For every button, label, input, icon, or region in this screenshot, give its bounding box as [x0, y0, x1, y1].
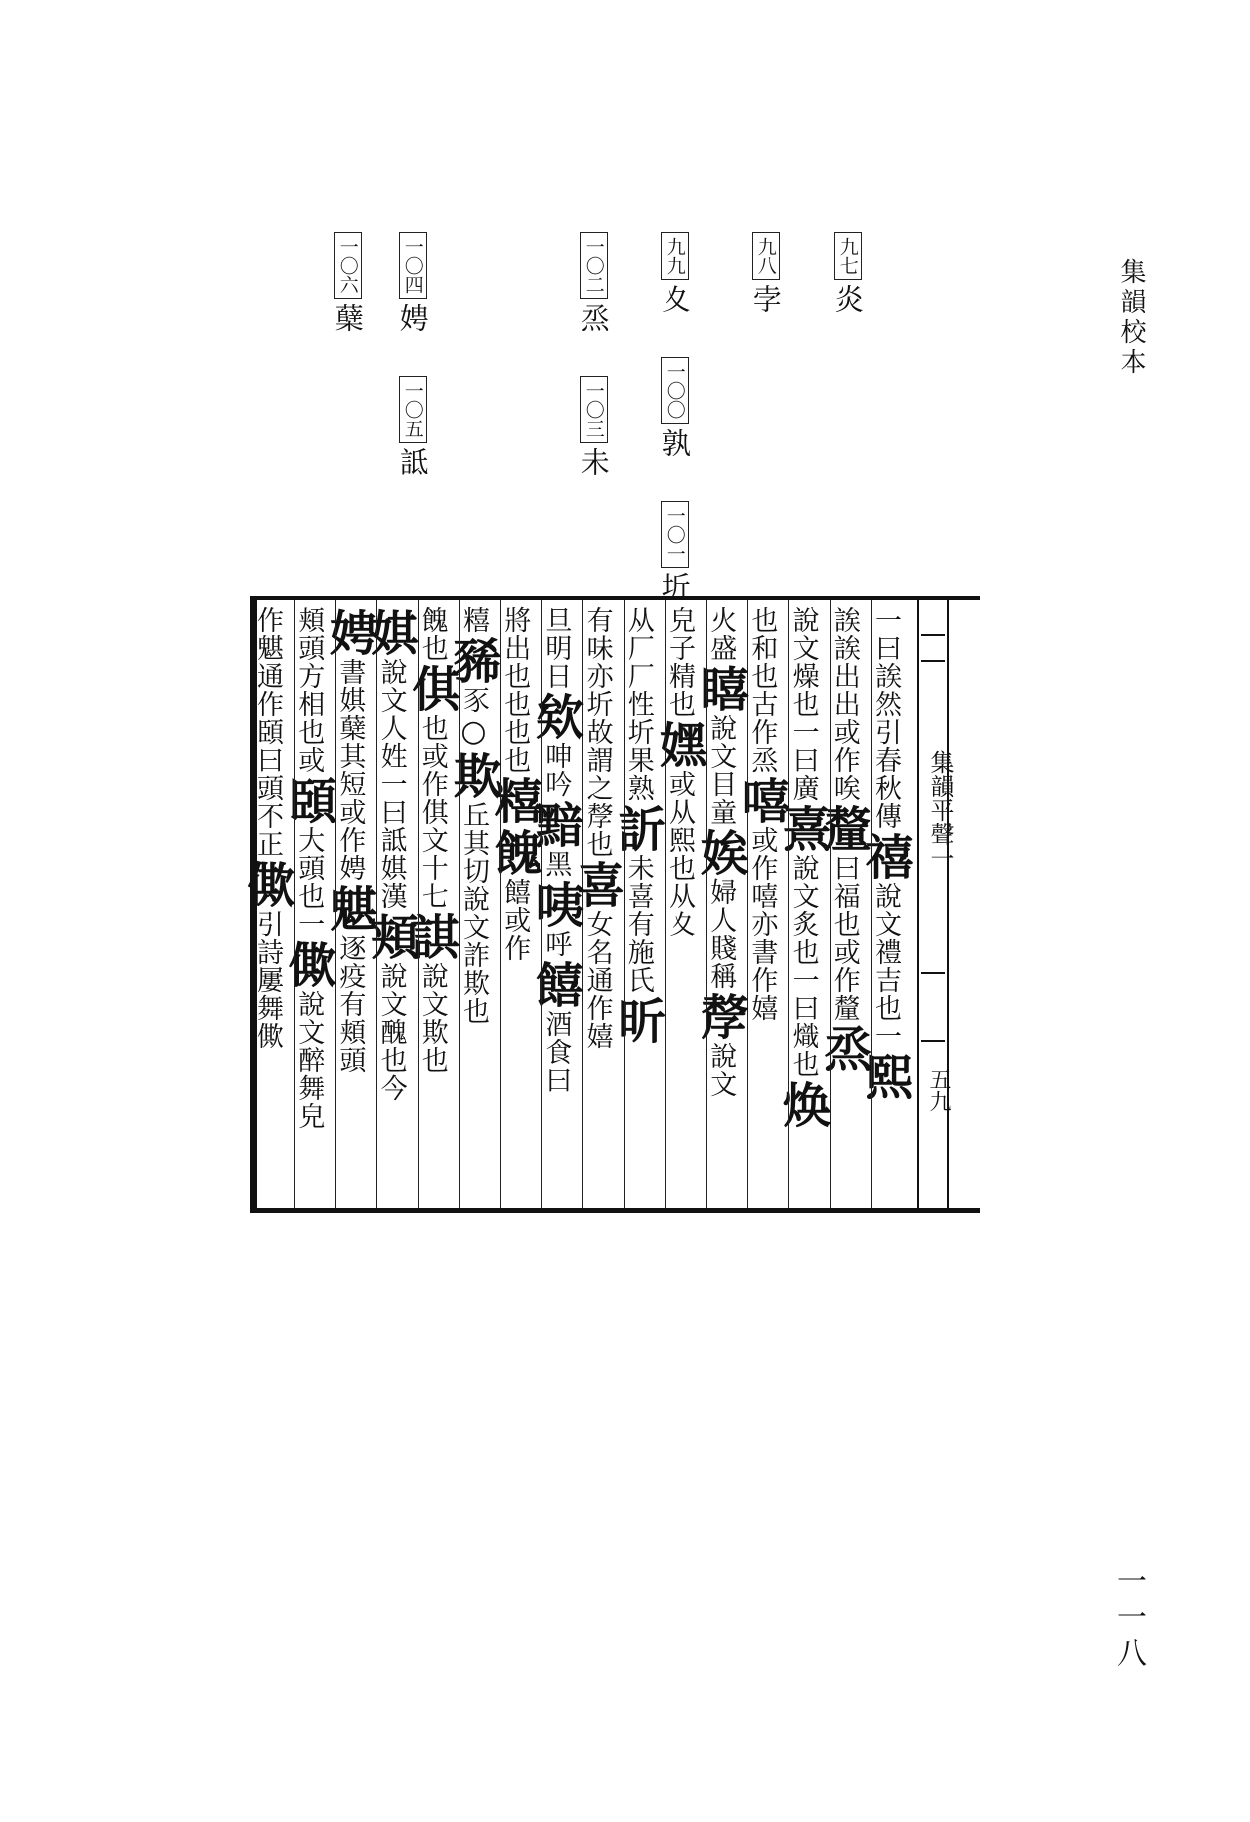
gloss-text: 一曰誒然引春秋傳 [869, 606, 901, 830]
gloss-text: 也从夊 [663, 854, 695, 938]
headword: 娉 [321, 608, 378, 656]
text-column [280, 606, 337, 1130]
headword: 餽 [486, 828, 543, 876]
note-number: 九七 [834, 232, 862, 280]
column-rule [335, 600, 336, 1208]
text-column [692, 606, 749, 1098]
gloss-text: 說文醉舞皃 [293, 990, 325, 1130]
headword: 瞦 [692, 664, 749, 712]
headword: 饎 [527, 960, 584, 1008]
fold-column [917, 600, 954, 1208]
column-rule [706, 600, 707, 1208]
text-column [486, 606, 543, 962]
column-rule [788, 600, 789, 1208]
text-column [403, 606, 460, 1074]
gloss-text: 酒食曰 [540, 1010, 572, 1094]
note-text: 詆 [395, 447, 430, 479]
gloss-text: 引詩屢舞僛 [252, 910, 283, 1050]
note-text: 娉 [395, 303, 430, 335]
text-column [527, 606, 584, 1094]
gloss-text: 旦明日 [540, 606, 572, 690]
column-rule [871, 600, 872, 1208]
gloss-text: 糦 [457, 606, 489, 634]
headword: 魌 [321, 884, 378, 932]
gloss-text: 婦人賤稱 [705, 878, 737, 990]
gloss-text: 曰頭不正 [252, 746, 283, 858]
headword: 嫼 [650, 720, 707, 768]
gloss-text: 說文燥也一曰廣 [787, 606, 819, 802]
printed-leaf [239, 596, 980, 1213]
gloss-text: 饎或作 [499, 878, 531, 962]
note-text: 未 [576, 447, 611, 479]
note-text: 夊 [657, 284, 692, 316]
gloss-text: 丘其切說文詐欺也 [457, 801, 489, 1025]
text-column [321, 606, 378, 1074]
note-text: 炎 [830, 284, 865, 316]
note-number: 一〇一 [661, 501, 689, 568]
headword: 熙 [856, 1052, 913, 1100]
note-text: 圻 [657, 572, 692, 604]
collation-note [748, 228, 783, 316]
collation-note [330, 228, 365, 335]
gloss-text: 豕 [457, 686, 489, 714]
headword: 熹 [774, 804, 831, 852]
gloss-text: 或作嘻亦書作嬉 [746, 826, 778, 1022]
section-circle: ○ [455, 714, 491, 749]
note-text: 孰 [657, 428, 692, 460]
note-number: 一〇五 [399, 376, 427, 443]
text-column [774, 606, 831, 1130]
headword: 諆 [403, 912, 460, 960]
column-rule [541, 600, 542, 1208]
note-number: 九八 [752, 232, 780, 280]
headword: 僛 [239, 860, 295, 908]
gloss-text: 皃 [663, 606, 695, 634]
collation-note [576, 228, 611, 479]
headword: 黯 [527, 800, 584, 848]
note-number: 一〇二 [580, 232, 608, 299]
headword: 倛 [403, 664, 460, 712]
gloss-text: 說文人姓一曰詆娸漢 [375, 658, 407, 910]
gloss-text: 將出也 [499, 606, 531, 690]
headword: 焕 [774, 1080, 831, 1128]
gloss-text: 書娸蘖其短或作娉 [334, 658, 366, 882]
headword: 訢 [609, 804, 666, 852]
gloss-text: 說文 [705, 1042, 737, 1098]
gloss-text: 說文醜也今 [375, 962, 407, 1102]
gloss-text: 也或作倛文十七 [416, 714, 448, 910]
gloss-text: 逐疫有頬頭 [334, 934, 366, 1074]
gloss-text: 誒誒出出或作唉 [828, 606, 860, 802]
collation-note [830, 228, 865, 316]
gloss-text: 也 [499, 690, 531, 718]
text-column [609, 606, 666, 1046]
text-column [815, 606, 872, 1074]
text-column [362, 606, 419, 1102]
headword: 釐 [815, 804, 872, 852]
headword: 喜 [568, 860, 625, 908]
gloss-text: 也 [499, 718, 531, 746]
gloss-text: 說文目童 [705, 714, 737, 826]
note-number: 一〇四 [399, 232, 427, 299]
gloss-text: 說文禮吉也一 [869, 882, 901, 1050]
collation-note [657, 228, 692, 604]
gloss-text: 曰福也或作釐 [828, 854, 860, 1022]
gloss-text: 未喜有施氏 [622, 854, 654, 994]
headword: 嘻 [733, 776, 790, 824]
collation-note [395, 228, 430, 479]
gloss-text: 火盛 [705, 606, 737, 662]
column-rule [500, 600, 501, 1208]
gloss-text: 呻吟 [540, 742, 572, 798]
fold-title: 集韻平聲一 [926, 750, 954, 870]
headword: 欸 [527, 692, 584, 740]
headword: 禧 [856, 832, 913, 880]
page-number: 一一八 [1111, 1565, 1146, 1673]
text-column [444, 606, 501, 1025]
text-column [856, 606, 913, 1102]
gloss-text: 呼 [540, 930, 572, 958]
gloss-text: 子精也 [663, 634, 695, 718]
gloss-text: 也 [581, 830, 613, 858]
headword: 昕 [609, 996, 666, 1044]
headword: 欺 [444, 751, 501, 799]
gloss-text: 作魌通作頣 [252, 606, 283, 746]
gloss-text: 頬頭方相也或 [293, 606, 325, 774]
gloss-text: 或从熙 [663, 770, 695, 854]
text-column [239, 606, 295, 1050]
note-text: 孛 [748, 284, 783, 316]
gloss-text: 黑 [540, 850, 572, 878]
gloss-text: 餽 [416, 606, 448, 634]
headword: 娸 [362, 608, 419, 656]
gloss-text: 也和也古作烝 [746, 606, 778, 774]
note-number: 一〇三 [580, 376, 608, 443]
note-number: 九九 [661, 232, 689, 280]
note-text: 烝 [576, 303, 611, 335]
gloss-text: 說文炙也一曰熾也 [787, 854, 819, 1078]
gloss-text: 也 [416, 634, 448, 662]
gloss-text: 有味亦圻故謂之孷 [581, 606, 613, 830]
gloss-text: 女名通作嬉 [581, 910, 613, 1050]
gloss-text: 从厂厂性圻果熟 [622, 606, 654, 802]
note-text: 蘖 [330, 303, 365, 335]
headword: 烝 [815, 1024, 872, 1072]
headword: 糦 [486, 776, 543, 824]
headword: 頣 [280, 776, 337, 824]
column-rule [665, 600, 666, 1208]
text-column [650, 606, 707, 938]
note-number: 一〇六 [334, 232, 362, 299]
note-number: 一〇〇 [661, 357, 689, 424]
headword: 咦 [527, 880, 584, 928]
headword: 孷 [692, 992, 749, 1040]
gloss-text: 大頭也一 [293, 826, 325, 938]
gloss-text: 也 [499, 746, 531, 774]
headword: 娭 [692, 828, 749, 876]
fold-leaf-number: 五九 [926, 1068, 951, 1112]
text-column [568, 606, 625, 1050]
running-title: 集韻校本 [1116, 258, 1146, 378]
column-rule [418, 600, 419, 1208]
gloss-text: 說文欺也 [416, 962, 448, 1074]
headword: 豨 [444, 636, 501, 684]
headword: 僛 [280, 940, 337, 988]
text-column [733, 606, 790, 1022]
headword: 頬 [362, 912, 419, 960]
